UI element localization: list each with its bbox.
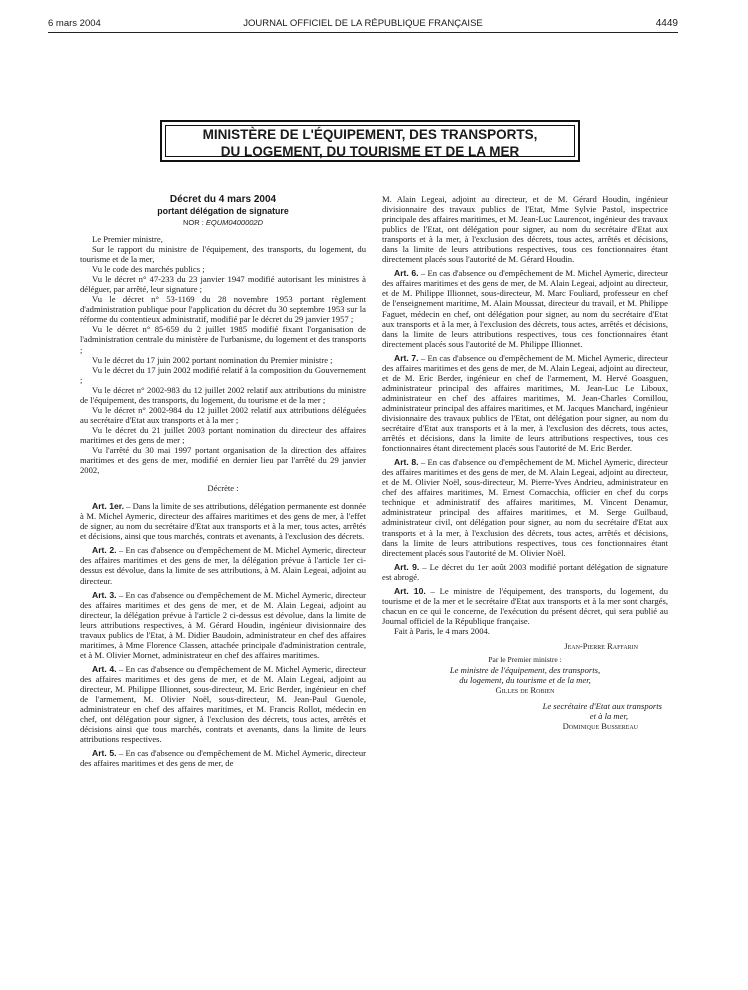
article-label: Art. 8. bbox=[394, 457, 419, 468]
article-paragraph bbox=[382, 457, 668, 557]
article-text: – En cas d'absence ou d'empêchement de M. Michel Aymeric, directeur des affaires maritimes et des gens de mer, de M. Alain Legeai, adjoint au directeur, et de M. Olivier Noël, sous-directeur, M. Pierre-Yves Andrieu, administrateur en chef des affaires maritimes, M. Ernest Cornacchia, officier en chef du corps technique et administratif des affaires maritimes, M. Vincent Denamur, administrateur principal des affaires maritimes, et M. Serge Guilbaud, administrateur civil, ont délégation pour signer, au nom du secrétaire d'Etat aux transports et à la mer, à l'exclusion des décrets, tous actes, arrêtés et décisions, dans la limite de leurs attributions respectives, tous ces fonctionnaires étant directement placés sous l'autorité de M. Olivier Noël. bbox=[382, 457, 668, 558]
decree-subtitle: portant délégation de signature bbox=[157, 206, 289, 216]
article-text: – En cas d'absence ou d'empêchement de M. Michel Aymeric, directeur des affaires maritimes et des gens de mer, et de M. Alain Legeai, adjoint au directeur, M. Philippe Illionnet, sous-directeur, M. Eric Berder, ingénieur en chef de l'armement, M. Olivier Noël, sous-directeur, M. Jean-Paul Guenole, administrateur en chef des affaires maritimes, et M. Francis Rollot, médecin en chef, ont délégation pour signer, à l'exclusion des décrets, tous actes, arrêtés et décisions ainsi que tous marchés, contrats et avenants, dans la limite de leurs attributions respectives. bbox=[80, 663, 366, 745]
article-paragraph bbox=[80, 501, 366, 541]
preamble bbox=[80, 234, 366, 475]
article-text: – En cas d'absence ou d'empêchement de M. Michel Aymeric, directeur des affaires maritimes et des gens de mer, de M. Alain Legeai, adjoint au directeur, et de M. Eric Berder, ingénieur en chef de l'armement, M. Hervé Goasguen, administrateur principal des affaires maritimes, M. Jean-Luc Le Liboux, administrateur en chef des affaires maritimes, M. Jean-Charles Cornillou, administrateur principal des affaires maritimes, et M. Jacques Manchard, ingénieur divisionnaire des travaux publics de l'Etat, ont délégation pour signer, au nom du secrétaire d'Etat aux transports et à la mer, à l'exclusion des décrets, tous actes, arrêtés et décisions, dans la limite de leurs attributions respectives, tous ces fonctionnaires étant directement placés sous l'autorité de M. Eric Berder. bbox=[382, 352, 668, 454]
header-rule bbox=[48, 32, 678, 33]
article-label: Art. 6. bbox=[394, 268, 419, 279]
article-paragraph bbox=[80, 590, 366, 660]
continued-paragraph: M. Alain Legeai, adjoint au directeur, et de M. Gérard Houdin, ingénieur divisionnaire des travaux publics de l'Etat, Mme Sylvie Pastol, inspectrice principale des affaires maritimes, et M. Jean-Luc Laurencot, ingénieur des travaux publics de l'Etat, ont délégation pour signer, au nom du secrétaire d'Etat aux transports et à la mer, à l'exclusion des décrets, tous actes, arrêtés et décisions, dans la limite de leurs attributions respectives, tous ces fonctionnaires étant directement placés sous l'autorité de M. Gérard Houdin. bbox=[382, 194, 668, 265]
preamble-paragraph: Vu le décret du 17 juin 2002 portant nomination du Premier ministre ; bbox=[92, 354, 333, 365]
running-header bbox=[48, 18, 678, 32]
article-label: Art. 1er. bbox=[92, 501, 125, 512]
article-label: Art. 9. bbox=[394, 561, 420, 572]
article-paragraph bbox=[80, 664, 366, 744]
article-label: Art. 5. bbox=[92, 748, 117, 759]
nor-code: EQUM0400002D bbox=[205, 218, 264, 227]
decree-title: Décret du 4 mars 2004 bbox=[169, 194, 277, 205]
par-le-premier-ministre: Par le Premier ministre : bbox=[488, 655, 562, 665]
journal-title: JOURNAL OFFICIEL DE LA RÉPUBLIQUE FRANÇAISE bbox=[243, 18, 483, 29]
done-at: Fait à Paris, le 4 mars 2004. bbox=[394, 625, 490, 636]
articles-left bbox=[80, 501, 366, 768]
article-text: – En cas d'absence ou d'empêchement de M. Michel Aymeric, directeur des affaires maritimes et des gens de mer, la délégation prévue à l'article 1er ci-dessus est dévolue, dans la limite de ses attributions, à M. Alain Legeai, adjoint au directeur. bbox=[80, 545, 366, 586]
preamble-paragraph: Vu le décret n° 85-659 du 2 juillet 1985 modifié fixant l'organisation de l'administration centrale du ministère de l'urbanisme, du logement et des transports ; bbox=[80, 324, 366, 355]
article-text: – En cas d'absence ou d'empêchement de M. Michel Aymeric, directeur des affaires maritimes et des gens de mer, et de M. Alain Legeai, adjoint au directeur, la délégation prévue à l'article 2 ci-dessus est dévolue, dans la limite de leurs attributions respectives, à M. Gérard Houdin, ingénieur divisionnaire des travaux publics de l'Etat, à M. Didier Baudoin, administrateur en chef des affaires maritimes, à Mme Florence Classen, attachée principale d'administration centrale, et à M. Olivier Mornet, administrateur en chef des affaires maritimes. bbox=[80, 589, 366, 660]
nor-label: NOR : bbox=[182, 218, 206, 227]
article-paragraph bbox=[382, 562, 668, 582]
article-label: Art. 7. bbox=[394, 352, 419, 363]
preamble-paragraph: Vu le décret n° 47-233 du 23 janvier 1947 modifié autorisant les ministres à déléguer, par arrêté, leur signature ; bbox=[80, 274, 366, 295]
preamble-paragraph: Sur le rapport du ministre de l'équipement, des transports, du logement, du tourisme et de la mer, bbox=[80, 244, 366, 265]
preamble-paragraph: Vu le code des marchés publics ; bbox=[92, 264, 205, 275]
right-column bbox=[382, 194, 668, 731]
article-text: – En cas d'absence ou d'empêchement de M. Michel Aymeric, directeur des affaires maritimes et des gens de mer, de M. Alain Legeai, adjoint au directeur, et de M. Philippe Illionnet, sous-directeur, M. Marc Fouliard, professeur en chef de l'enseignement maritime, M. Alain Moussat, directeur du travail, et M. Philippe Faguet, médecin en chef, ont délégation pour signer, au nom du secrétaire d'Etat aux transports et à la mer, à l'exclusion des décrets, tous actes, arrêtés et décisions, dans la limite de leurs attributions respectives, tous ces fonctionnaires étant directement placés sous l'autorité de M. Philippe Illionnet. bbox=[382, 268, 668, 349]
page-number: 4449 bbox=[655, 18, 678, 29]
ministry-line-2: DU LOGEMENT, DU TOURISME ET DE LA MER bbox=[220, 144, 520, 159]
article-label: Art. 3. bbox=[92, 589, 117, 600]
article-paragraph bbox=[382, 353, 668, 453]
secretary-title-1: Le secrétaire d'Etat aux transports bbox=[542, 701, 662, 712]
article-text: – Le décret du 1er août 2003 modifié portant délégation de signature est abrogé. bbox=[382, 561, 668, 582]
minister-title-2: du logement, du tourisme et de la mer, bbox=[459, 675, 591, 686]
left-column bbox=[80, 194, 366, 768]
preamble-paragraph: Vu le décret n° 2002-984 du 12 juillet 2002 relatif aux attributions déléguées au secrétaire d'Etat aux transports et à la mer ; bbox=[80, 404, 366, 425]
secretary-title-2: et à la mer, bbox=[589, 711, 628, 722]
article-text: – En cas d'absence ou d'empêchement de M. Michel Aymeric, directeur des affaires maritimes et des gens de mer, de bbox=[80, 748, 366, 769]
ministry-line-1: MINISTÈRE DE L'ÉQUIPEMENT, DES TRANSPORTS, bbox=[202, 127, 538, 142]
preamble-paragraph: Vu le décret n° 2002-983 du 12 juillet 2002 relatif aux attributions du ministre de l'équipement, des transports, du logement, du tourisme et de la mer ; bbox=[80, 384, 366, 405]
header-date: 6 mars 2004 bbox=[48, 18, 101, 29]
preamble-paragraph: Vu le décret du 21 juillet 2003 portant nomination du directeur des affaires maritimes et des gens de mer ; bbox=[80, 424, 366, 445]
minister-name: Gilles de Robien bbox=[495, 685, 555, 696]
article-label: Art. 4. bbox=[92, 663, 117, 674]
secretary-name: Dominique Bussereau bbox=[562, 721, 638, 732]
article-text: – Dans la limite de ses attributions, délégation permanente est donnée à M. Michel Aymeric, directeur des affaires maritimes et des gens de mer, à l'effet de signer, au nom du secrétaire d'Etat aux transports et à la mer, tous actes, arrêtés et décisions, ainsi que tous marchés, contrats et avenants, à l'exclusion des décrets. bbox=[80, 501, 367, 542]
articles-right bbox=[382, 268, 668, 626]
article-paragraph bbox=[382, 586, 668, 626]
article-label: Art. 10. bbox=[394, 585, 426, 596]
decrete-label: Décrète : bbox=[207, 483, 239, 494]
preamble-paragraph: Vu le décret du 17 juin 2002 modifié relatif à la composition du Gouvernement ; bbox=[80, 364, 366, 385]
ministry-box bbox=[160, 120, 580, 162]
article-text: – Le ministre de l'équipement, des transports, du logement, du tourisme et de la mer et le secrétaire d'Etat aux transports et à la mer sont chargés, chacun en ce qui le concerne, de l'exécution du présent décret, qui sera publié au Journal officiel de la République française. bbox=[382, 585, 668, 626]
preamble-paragraph: Vu l'arrêté du 30 mai 1997 portant organisation de la direction des affaires maritimes et des gens de mer, modifié en dernier lieu par l'arrêté du 29 janvier 2002, bbox=[80, 444, 366, 476]
article-paragraph bbox=[382, 268, 668, 348]
minister-title-1: Le ministre de l'équipement, des transports, bbox=[449, 665, 601, 676]
preamble-paragraph: Vu le décret n° 53-1169 du 28 novembre 1953 portant règlement d'administration publique pour l'application du décret du 30 septembre 1953 sur la réforme du contentieux administratif, modifié par le décret du 29 janvier 1957 ; bbox=[80, 294, 366, 325]
article-paragraph bbox=[80, 545, 366, 585]
prime-minister-signature: Jean-Pierre Raffarin bbox=[564, 640, 638, 651]
article-paragraph bbox=[80, 748, 366, 768]
article-label: Art. 2. bbox=[92, 545, 117, 556]
nor-reference bbox=[80, 217, 366, 228]
preamble-paragraph: Le Premier ministre, bbox=[92, 234, 163, 244]
